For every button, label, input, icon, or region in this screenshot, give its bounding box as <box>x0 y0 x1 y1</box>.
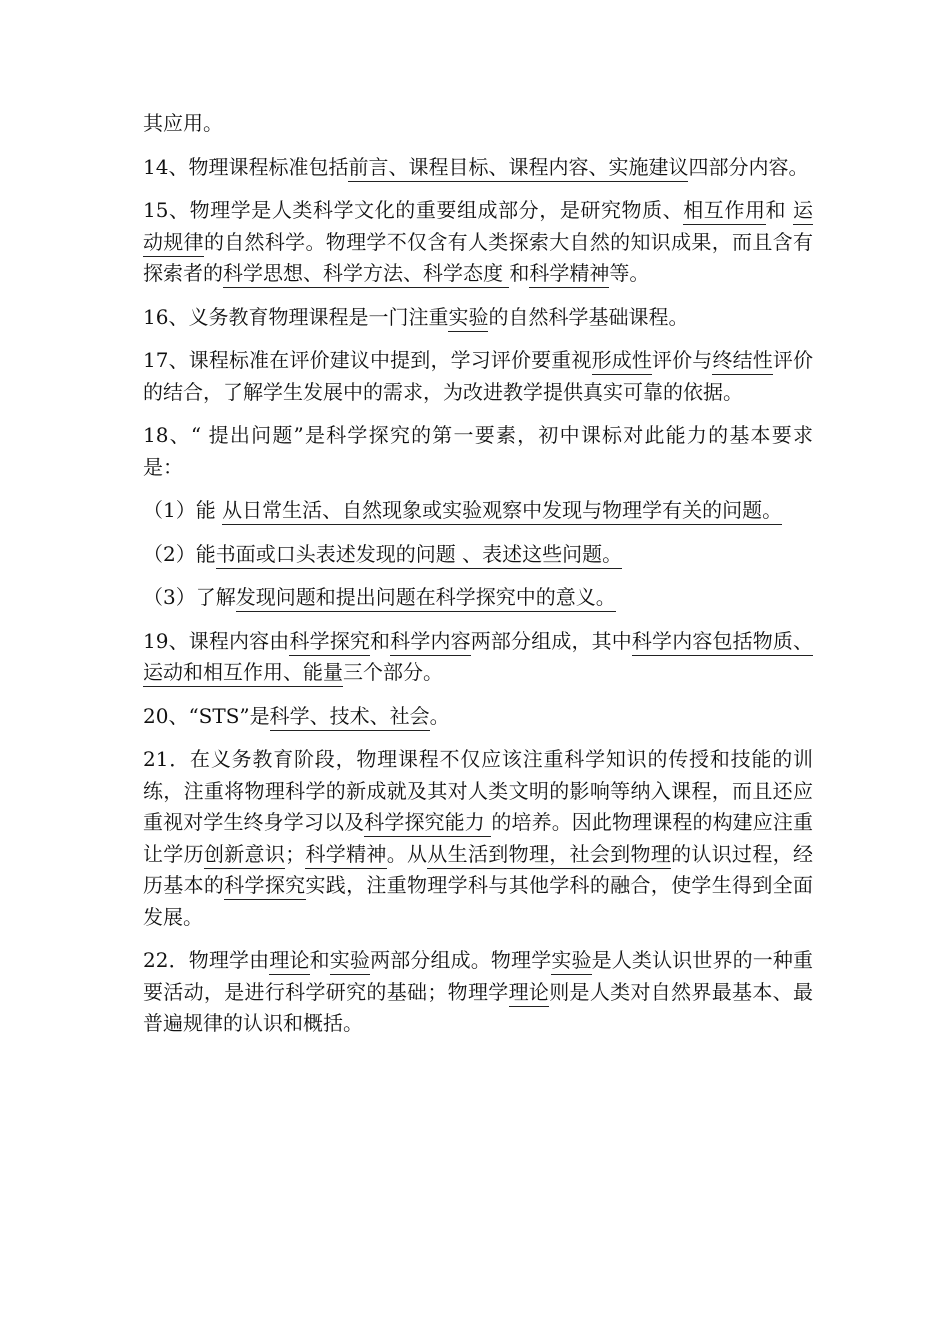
paragraph-p15 <box>143 195 813 290</box>
question-text: 评价的结合，了解学生发展中的需求，为改进教学提供真实可靠的依据。 <box>143 348 814 404</box>
question-text: 评价与 <box>652 348 713 372</box>
answer-blank: 形成性 <box>592 348 652 375</box>
question-text: 17、课程标准在评价建议中提到，学习评价要重视 <box>143 348 592 372</box>
answer-blank: 实验 <box>448 305 488 332</box>
answer-blank: 科学精神 <box>305 842 387 869</box>
question-text: 15、物理学是人类科学文化的重要组成部分，是研究物质、 <box>143 198 684 222</box>
answer-blank: 科学思想、科学方法、科学态度 <box>223 261 509 288</box>
paragraph-p18-2 <box>143 539 813 571</box>
paragraph-p19 <box>143 626 813 689</box>
paragraph-p14 <box>143 152 813 184</box>
answer-blank: 理论 <box>269 948 309 975</box>
answer-blank: 前言、课程目标、课程内容、实施建议 <box>348 155 688 182</box>
answer-blank: 从生活到物理，社会到物理 <box>427 842 671 869</box>
question-text: 等。 <box>609 261 650 285</box>
answer-blank: 科学探究 <box>224 873 305 900</box>
answer-blank: 科学探究能力 <box>364 810 491 837</box>
document-body <box>143 108 813 1052</box>
answer-blank: 科学内容 <box>390 629 471 656</box>
answer-blank: 实验 <box>330 948 370 975</box>
question-text: 18、“ 提出问题”是科学探究的第一要素，初中课标对此能力的基本要求是： <box>143 423 813 479</box>
answer-blank: 科学探究 <box>289 629 370 656</box>
question-text: 和 <box>309 948 330 972</box>
answer-blank: 实验 <box>551 948 591 975</box>
question-text: 的认识过程，经历基本的 <box>143 841 813 897</box>
question-text: 则是人类对自然界最基本、最普遍规律的认识和概括。 <box>143 979 813 1035</box>
question-text: 和 <box>370 628 391 653</box>
paragraph-p21 <box>143 744 813 933</box>
question-text: 21．在义务教育阶段，物理课程不仅应该注重科学知识的传授和技能的训练，注重将物理科学的新成就及其对人类文明的影响等纳入课程，而且还应重视对学生终身学习以及 <box>143 747 813 834</box>
answer-blank: 运动规律 <box>143 198 813 257</box>
paragraph-p18-3 <box>143 582 813 614</box>
paragraph-p17 <box>143 345 813 408</box>
answer-blank: 相互作用 <box>683 198 765 225</box>
question-text: 14、物理课程标准包括 <box>143 154 349 179</box>
answer-blank: 理论 <box>509 980 550 1007</box>
question-text: 16、义务教育物理课程是一门注重 <box>143 304 449 329</box>
question-text: 的自然科学基础课程。 <box>488 304 689 329</box>
question-text: （1）能 <box>143 498 223 522</box>
answer-blank: 科学、技术、社会 <box>270 704 430 731</box>
question-text: 四部分内容。 <box>688 154 809 179</box>
question-text: ； <box>285 841 306 866</box>
question-text: 是人类认识世界的一种重要活动，是进行科学研究的基础；物理学 <box>143 948 814 1004</box>
question-text: 三个部分。 <box>343 660 443 684</box>
answer-blank: 从日常生活、自然现象或实验观察中发现与物理学有关的问题。 <box>222 498 782 525</box>
paragraph-p18-1 <box>143 495 813 527</box>
paragraph-p-cont <box>143 108 813 140</box>
question-text: 和 <box>509 261 530 285</box>
question-text: 的自然科学。物理学不仅含有人类探索大自然的知识成果，而且含有探索者的 <box>143 229 813 285</box>
paragraph-p22 <box>143 945 813 1040</box>
paragraph-p16 <box>143 302 813 334</box>
question-text: 19、课程内容由 <box>143 628 290 653</box>
paragraph-p18 <box>143 420 813 483</box>
question-text: （2）能 <box>143 541 216 566</box>
question-text: 的培养。因此物理课程的构建应注重让学历 <box>143 810 814 866</box>
answer-blank: 科学内容包括物质、运动和相互作用、能量 <box>143 629 813 688</box>
answer-blank: 终结性 <box>712 348 772 375</box>
question-text: 两部分组成。物理学 <box>370 948 552 972</box>
question-text: 和 <box>765 198 794 222</box>
answer-blank: 科学精神 <box>529 261 609 288</box>
question-text: 其应用。 <box>143 111 223 135</box>
question-text: 22．物理学由 <box>143 948 270 972</box>
question-text: （3）了解 <box>143 585 236 609</box>
question-text: 20、“STS”是 <box>143 703 270 728</box>
answer-blank: 发现问题和提出问题在科学探究中的意义。 <box>236 585 616 612</box>
paragraph-p20 <box>143 701 813 733</box>
answer-blank: 创新意识 <box>204 842 285 869</box>
question-text: 。从 <box>386 841 428 866</box>
question-text: 实践，注重物理学科与其他学科的融合，使学生得到全面发展。 <box>143 873 813 929</box>
answer-blank: 书面或口头表述发现的问题 、表述这些问题。 <box>216 542 622 569</box>
question-text: 两部分组成，其中 <box>470 628 632 653</box>
question-text: 。 <box>429 703 450 728</box>
